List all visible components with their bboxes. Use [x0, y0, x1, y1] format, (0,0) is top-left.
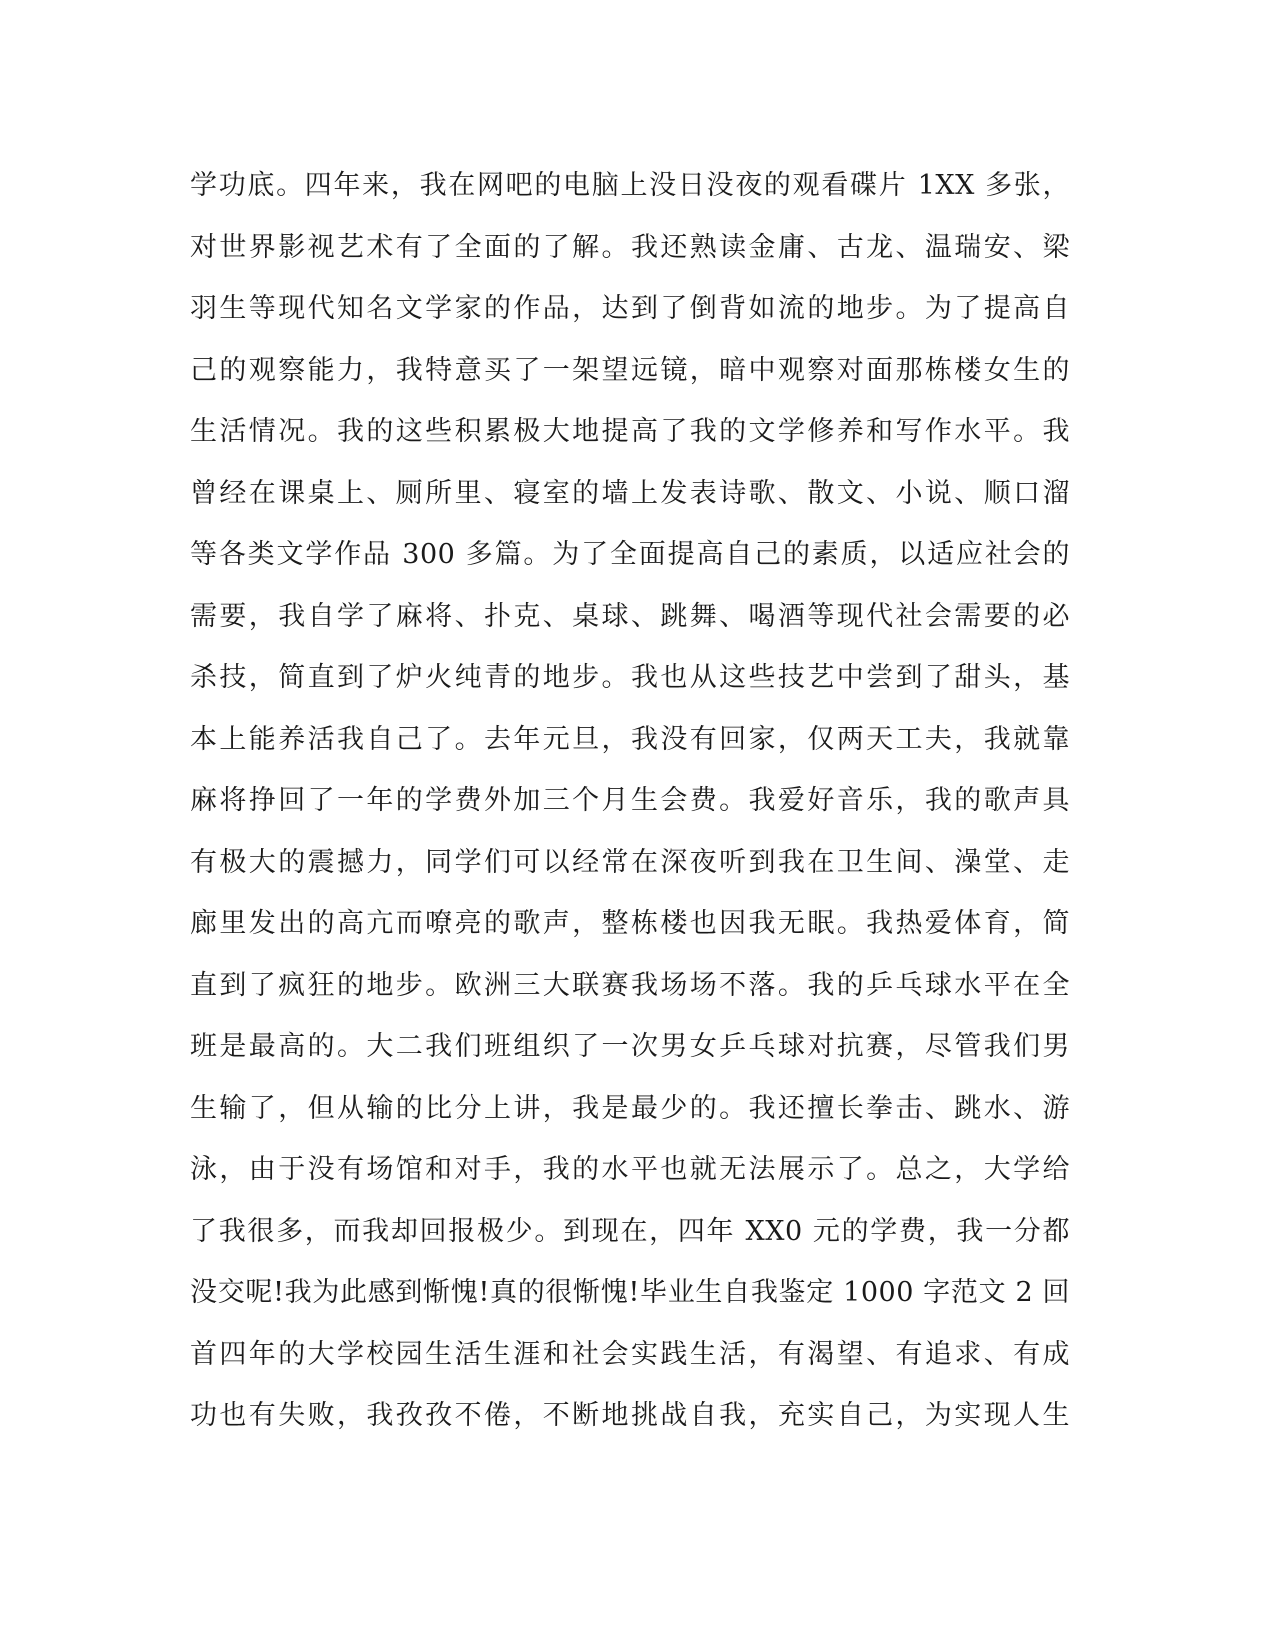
- text-line: 功也有失败，我孜孜不倦，不断地挑战自我，充实自己，为实现人生: [190, 1400, 1070, 1431]
- text-line: 泳，由于没有场馆和对手，我的水平也就无法展示了。总之，大学给: [190, 1154, 1070, 1185]
- text-line: 有极大的震撼力，同学们可以经常在深夜听到我在卫生间、澡堂、走: [190, 846, 1070, 878]
- text-line: 杀技，简直到了炉火纯青的地步。我也从这些技艺中尝到了甜头，基: [190, 662, 1070, 693]
- text-line: 学功底。四年来，我在网吧的电脑上没日没夜的观看碟片 1XX 多张，: [190, 170, 1070, 201]
- text-line: 对世界影视艺术有了全面的了解。我还熟读金庸、古龙、温瑞安、梁: [190, 231, 1070, 263]
- text-line: 首四年的大学校园生活生涯和社会实践生活，有渴望、有追求、有成: [190, 1338, 1070, 1370]
- text-line: 直到了疯狂的地步。欧洲三大联赛我场场不落。我的乒乓球水平在全: [190, 969, 1070, 1001]
- text-line: 等各类文学作品 300 多篇。为了全面提高自己的素质，以适应社会的: [190, 539, 1070, 570]
- text-line: 曾经在课桌上、厕所里、寝室的墙上发表诗歌、散文、小说、顺口溜: [190, 477, 1070, 509]
- text-line: 麻将挣回了一年的学费外加三个月生会费。我爱好音乐，我的歌声具: [190, 785, 1070, 816]
- text-line: 廊里发出的高亢而嘹亮的歌声，整栋楼也因我无眠。我热爱体育，简: [190, 908, 1070, 939]
- text-line: 班是最高的。大二我们班组织了一次男女乒乓球对抗赛，尽管我们男: [190, 1031, 1070, 1062]
- text-line: 了我很多，而我却回报极少。到现在，四年 XX0 元的学费，我一分都: [190, 1215, 1070, 1247]
- text-line: 羽生等现代知名文学家的作品，达到了倒背如流的地步。为了提高自: [190, 293, 1070, 324]
- text-line: 没交呢!我为此感到惭愧!真的很惭愧!毕业生自我鉴定 1000 字范文 2 回: [190, 1277, 1070, 1308]
- text-line: 己的观察能力，我特意买了一架望远镜，暗中观察对面那栋楼女生的: [190, 354, 1070, 386]
- text-line: 生输了，但从输的比分上讲，我是最少的。我还擅长拳击、跳水、游: [190, 1092, 1070, 1124]
- text-line: 需要，我自学了麻将、扑克、桌球、跳舞、喝酒等现代社会需要的必: [190, 600, 1070, 632]
- body-text: [190, 166, 1070, 1458]
- text-line: 生活情况。我的这些积累极大地提高了我的文学修养和写作水平。我: [190, 416, 1070, 447]
- text-line: 本上能养活我自己了。去年元旦，我没有回家，仅两天工夫，我就靠: [190, 723, 1070, 755]
